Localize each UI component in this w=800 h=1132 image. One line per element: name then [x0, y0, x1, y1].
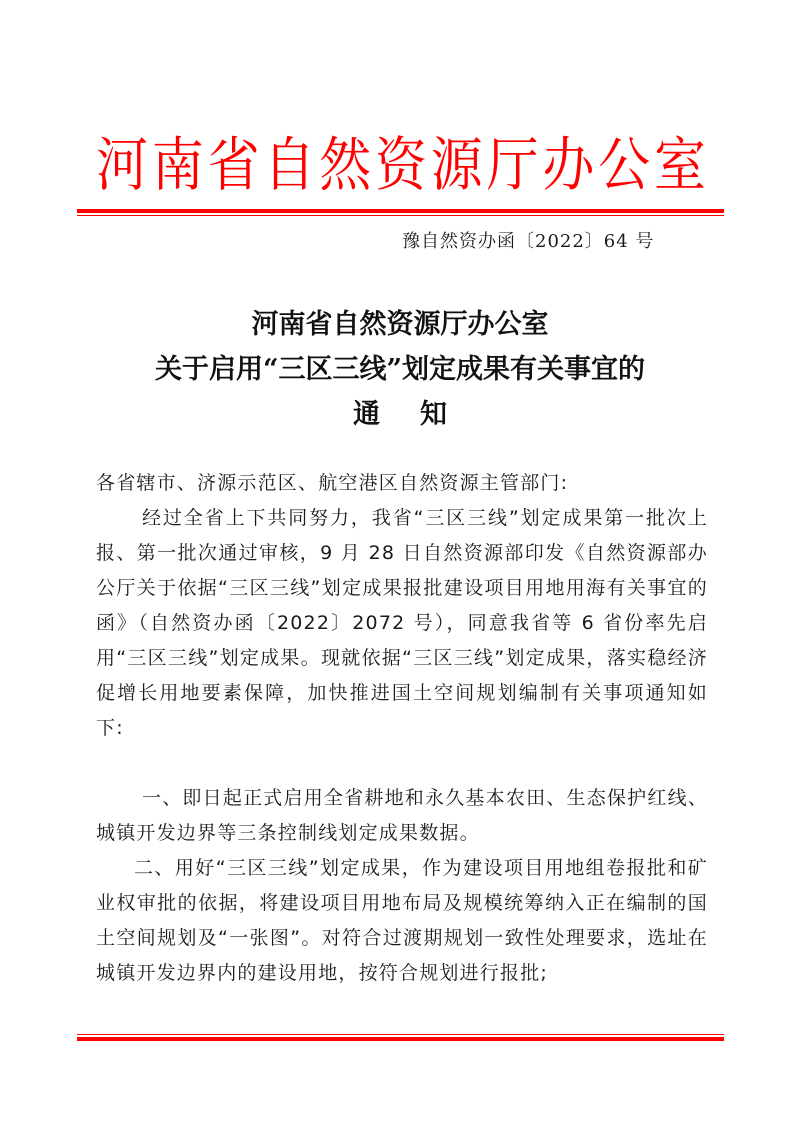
rule-thick-line	[77, 1037, 724, 1041]
document-number: 豫自然资办函〔2022〕64 号	[402, 231, 655, 252]
masthead-char: 公	[598, 132, 651, 200]
footer-red-rule	[77, 1034, 724, 1041]
masthead-char: 自	[263, 132, 316, 200]
masthead-char: 资	[374, 132, 427, 200]
masthead-char: 厅	[486, 132, 539, 200]
body-paragraph-intro: 经过全省上下共同努力，我省“三区三线”划定成果第一批次上报、第一批次通过审核，9 月 28 日自然资源部印发《自然资源部办公厅关于依据“三区三线”划定成果报批建设项目用地用海有关事宜的函》（自然资办函〔2022〕2072 号），同意我省等 6 省份率先启用“三区三线”划定成果。现就依据“三区三线”划定成果，落实稳经济促增长用地要素保障，加快推进国土空间规划编制有关事项通知如下:	[96, 507, 708, 739]
addressee: 各省辖市、济源示范区、航空港区自然资源主管部门:	[96, 472, 569, 494]
masthead-char: 室	[653, 132, 706, 200]
masthead-char: 办	[542, 132, 595, 200]
masthead-char: 南	[151, 132, 204, 200]
title-line-2: 关于启用“三区三线”划定成果有关事宜的	[154, 354, 646, 385]
body-item-2: 二、用好“三区三线”划定成果，作为建设项目用地组卷报批和矿业权审批的依据，将建设项目用地布局及规模统筹纳入正在编制的国土空间规划及“一张图”。对符合过渡期规划一致性处理要求，选址在城镇开发边界内的建设用地，按符合规划进行报批;	[96, 857, 708, 984]
masthead-char: 河	[96, 132, 149, 200]
issuer-masthead	[96, 128, 706, 204]
masthead-char: 源	[430, 132, 483, 200]
title-line-1: 河南省自然资源厅办公室	[251, 309, 549, 340]
rule-thin-line	[77, 215, 724, 216]
body-item-1: 一、即日起正式启用全省耕地和永久基本农田、生态保护红线、城镇开发边界等三条控制线划定成果数据。	[96, 787, 708, 844]
masthead-char: 然	[319, 132, 372, 200]
header-red-rule	[77, 209, 724, 216]
title-line-3: 通知	[353, 399, 487, 430]
masthead-char: 省	[207, 132, 260, 200]
